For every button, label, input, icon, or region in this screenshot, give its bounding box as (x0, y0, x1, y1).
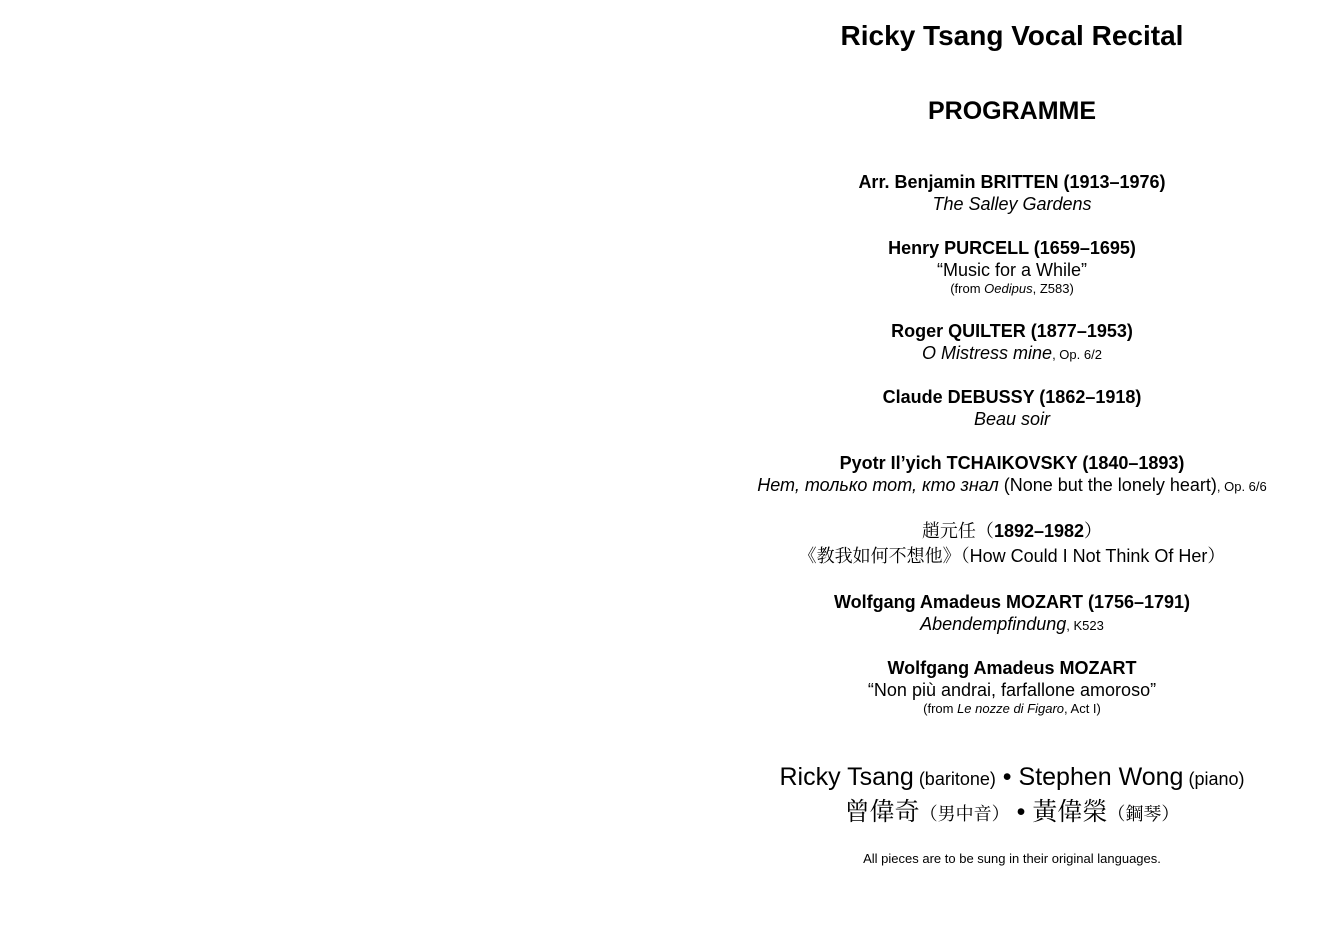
programme-item-purcell (682, 237, 1342, 297)
source-prefix: (from (923, 701, 958, 716)
work-title: Abendempfindung (920, 614, 1067, 634)
performer-role: （鋼琴） (1107, 804, 1180, 824)
composer-name: Arr. Benjamin BRITTEN (1913–1976) (858, 172, 1166, 192)
work-line (682, 679, 1342, 701)
source-opera: Le nozze di Figaro (957, 701, 1065, 716)
work-line (682, 408, 1342, 430)
programme-item-debussy (682, 386, 1342, 430)
programme-item-tchaikovsky (682, 452, 1342, 498)
composer-name: Roger QUILTER (1877–1953) (891, 321, 1133, 341)
work-line (682, 474, 1342, 498)
recital-title: Ricky Tsang Vocal Recital (840, 20, 1184, 51)
composer-name: Pyotr Il’yich TCHAIKOVSKY (1840–1893) (839, 453, 1185, 473)
separator-dot: • (1009, 798, 1033, 826)
opus-number: , Op. 6/2 (1052, 347, 1102, 362)
composer-name (682, 519, 1342, 543)
work-source (682, 701, 1342, 717)
performer-name: Stephen Wong (1018, 763, 1184, 791)
performer-name: Ricky Tsang (779, 763, 914, 791)
work-source (682, 281, 1342, 297)
performer-role: (piano) (1183, 769, 1245, 789)
programme-item-mozart-2 (682, 657, 1342, 717)
programme-heading: PROGRAMME (927, 97, 1097, 125)
composer-dates: 1892–1982 (993, 521, 1085, 541)
work-title: The Salley Gardens (932, 194, 1092, 214)
composer-cjk-end: ） (1084, 521, 1103, 541)
composer-name: Claude DEBUSSY (1862–1918) (882, 387, 1142, 407)
performer-name: 黃偉榮 (1032, 798, 1108, 826)
programme-item-quilter (682, 320, 1342, 366)
performer-role: （男中音） (919, 804, 1010, 824)
programme-item-mozart-1 (682, 591, 1342, 637)
work-title: Нет, только тот, кто знал (757, 475, 999, 495)
opus-number: , Op. 6/6 (1216, 479, 1267, 494)
performers-chinese (682, 796, 1342, 830)
language-note: All pieces are to be sung in their original languages. (863, 851, 1161, 866)
performer-role: (baritone) (913, 769, 996, 789)
composer-name: Wolfgang Amadeus MOZART (1756–1791) (833, 592, 1191, 612)
performers-english (682, 761, 1342, 795)
composer-name: Henry PURCELL (1659–1695) (888, 238, 1136, 258)
work-translation: (None but the lonely heart) (998, 475, 1217, 495)
source-prefix: (from (950, 281, 985, 296)
work-title: O Mistress mine (922, 343, 1053, 363)
separator-dot: • (995, 763, 1019, 791)
programme-item-chao (682, 519, 1342, 569)
work-title: “Non più andrai, farfallone amoroso” (867, 680, 1157, 700)
work-title: Beau soir (973, 409, 1051, 429)
performer-name: 曾偉奇 (844, 798, 920, 826)
work-title: “Music for a While” (936, 260, 1088, 280)
catalogue-number: , K523 (1066, 618, 1104, 633)
work-title: 《教我如何不想他》（How Could I Not Think Of Her） (798, 546, 1226, 566)
source-suffix: , Act I) (1064, 701, 1101, 716)
source-suffix: , Z583) (1032, 281, 1074, 296)
work-line (682, 193, 1342, 215)
work-line (682, 259, 1342, 281)
composer-cjk: 趙元任（ (921, 521, 994, 541)
work-line (682, 342, 1342, 366)
work-line (682, 543, 1342, 569)
source-opera: Oedipus (984, 281, 1033, 296)
composer-name: Wolfgang Amadeus MOZART (887, 658, 1137, 678)
programme-item-britten (682, 171, 1342, 215)
work-line (682, 613, 1342, 637)
